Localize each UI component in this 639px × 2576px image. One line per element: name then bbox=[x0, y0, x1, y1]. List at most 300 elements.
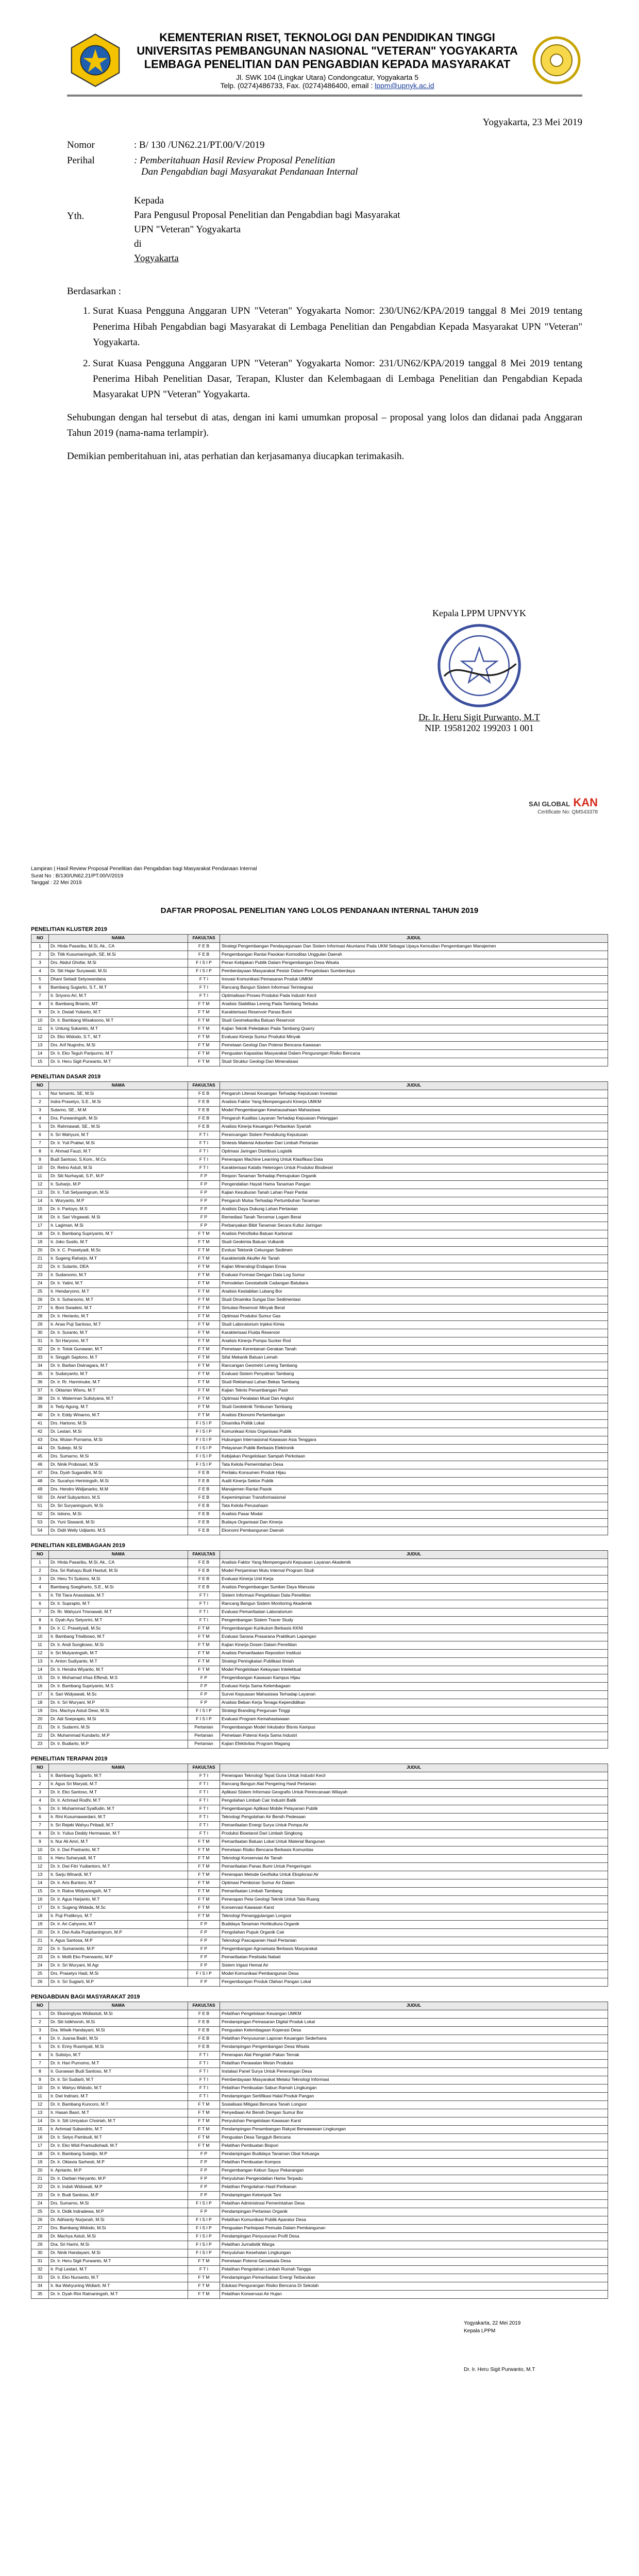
table-row bbox=[31, 1312, 608, 1320]
row-judul: Penerapan Teknologi Tepat Guna Untuk Industri Kecil bbox=[220, 1772, 608, 1780]
row-nama: Drs. Bambang Widodo, M.Si bbox=[49, 2224, 188, 2232]
row-fakultas: F T M bbox=[188, 1904, 220, 1912]
row-judul: Penguatan Kelembagaan Koperasi Desa bbox=[220, 2026, 608, 2035]
row-no: 35 bbox=[31, 1370, 49, 1378]
table-row bbox=[31, 1000, 608, 1008]
row-no: 18 bbox=[31, 2150, 49, 2158]
section-title: PENELITIAN KLUSTER 2019 bbox=[31, 926, 107, 933]
row-nama: Dr. Ir. Darban Haryanto, M.P bbox=[49, 2175, 188, 2183]
perihal-line-2: Dan Pengabdian bagi Masyarakat Pendanaan Internal bbox=[141, 166, 358, 177]
row-fakultas: F E B bbox=[188, 1527, 220, 1535]
row-nama: Drs. Hartono, M.Si bbox=[49, 1419, 188, 1428]
row-fakultas: Pertanian bbox=[188, 1740, 220, 1748]
table-row bbox=[31, 1205, 608, 1213]
row-fakultas: F T M bbox=[188, 1312, 220, 1320]
row-nama: Dr. Ir. Ari Cahyono, M.T bbox=[49, 1920, 188, 1928]
row-judul: Perbanyakan Bibit Tanaman Secara Kultur Jaringan bbox=[220, 1222, 608, 1230]
row-judul: Pendampingan Pemanfaatan Energi Terbarukan bbox=[220, 2274, 608, 2282]
row-nama: Dr. Ir. Dwiati Yulianto, M.T bbox=[49, 1008, 188, 1016]
table-row bbox=[31, 2010, 608, 2018]
row-nama: Dr. Lestari, M.Si bbox=[49, 1428, 188, 1436]
row-fakultas: F T M bbox=[188, 1263, 220, 1271]
row-nama: Ir. Ahmad Fauzi, M.T bbox=[49, 1147, 188, 1156]
row-no: 8 bbox=[31, 1000, 49, 1008]
row-nama: Dr. Subejo, M.Si bbox=[49, 1444, 188, 1452]
row-judul: Studi Reklamasi Lahan Bekas Tambang bbox=[220, 1378, 608, 1386]
row-no: 17 bbox=[31, 2142, 49, 2150]
table-row bbox=[31, 1624, 608, 1633]
row-no: 48 bbox=[31, 1477, 49, 1485]
row-judul: Optimasi Pemboran Sumur Air Dalam bbox=[220, 1879, 608, 1887]
attachment-sign-name: Dr. Ir. Heru Sigit Purwanto, M.T bbox=[464, 2366, 535, 2372]
row-judul: Analisis Faktor Yang Mempengaruhi Kinerja UMKM bbox=[220, 1098, 608, 1106]
row-judul: Pemetaan Kerentanan Gerakan Tanah bbox=[220, 1345, 608, 1353]
row-nama: Dr. Ir. Bambang Supriyanto, M.T bbox=[49, 1230, 188, 1238]
table-row bbox=[31, 1575, 608, 1583]
row-no: 21 bbox=[31, 2175, 49, 2183]
row-fakultas: F T M bbox=[188, 1329, 220, 1337]
row-judul: Pemetaan Geologi Dan Potensi Bencana Kawasan bbox=[220, 1041, 608, 1049]
table-row bbox=[31, 1444, 608, 1452]
row-nama: Ir. Titi Tiara Anasstasia, M.T bbox=[49, 1591, 188, 1600]
row-nama: Dr. Ir. Heru Sigit Purwanto, M.T bbox=[49, 2257, 188, 2265]
table-row bbox=[31, 2026, 608, 2035]
row-fakultas: F I S I P bbox=[188, 1452, 220, 1461]
cert-number: Certificate No: QMS43378 bbox=[537, 809, 598, 815]
row-nama: Ir. Achmad Subandrio, M.T bbox=[49, 2125, 188, 2133]
row-fakultas: F I S I P bbox=[188, 2224, 220, 2232]
table-row bbox=[31, 992, 608, 1000]
table-row bbox=[31, 1788, 608, 1797]
row-no: 20 bbox=[31, 1928, 49, 1937]
table-row bbox=[31, 1895, 608, 1904]
row-fakultas: F T I bbox=[188, 1772, 220, 1780]
col-nama-header: NAMA bbox=[49, 2002, 188, 2010]
table-row bbox=[31, 1928, 608, 1937]
table-row bbox=[31, 942, 608, 951]
row-fakultas: F T M bbox=[188, 1271, 220, 1279]
row-fakultas: F E B bbox=[188, 1123, 220, 1131]
row-no: 26 bbox=[31, 1978, 49, 1986]
row-judul: Pengembangan Kebun Sayur Pekarangan bbox=[220, 2166, 608, 2175]
row-nama: Dr. Ir. Hari Purnomo, M.T bbox=[49, 2059, 188, 2067]
row-fakultas: F E B bbox=[188, 1106, 220, 1114]
table-row bbox=[31, 1131, 608, 1139]
row-fakultas: F T I bbox=[188, 2092, 220, 2100]
row-judul: Strategi Peningkatan Publikasi Ilmiah bbox=[220, 1657, 608, 1666]
row-nama: Dr. Ekaningtyas Widiastuti, M.Si bbox=[49, 2010, 188, 2018]
row-no: 2 bbox=[31, 1567, 49, 1575]
col-nama-header: NAMA bbox=[49, 1764, 188, 1772]
table-row bbox=[31, 1139, 608, 1147]
row-no: 13 bbox=[31, 1189, 49, 1197]
row-no: 9 bbox=[31, 1838, 49, 1846]
table-row bbox=[31, 2216, 608, 2224]
table-row bbox=[31, 1707, 608, 1715]
table-row bbox=[31, 1337, 608, 1345]
table-row bbox=[31, 1114, 608, 1123]
table-header-row bbox=[31, 934, 608, 942]
row-no: 34 bbox=[31, 1362, 49, 1370]
table-row bbox=[31, 2133, 608, 2142]
row-fakultas: F T M bbox=[188, 1838, 220, 1846]
row-nama: Dr. Ir. Dwi Aulia Puspitaningrum, M.P bbox=[49, 1928, 188, 1937]
row-no: 21 bbox=[31, 1937, 49, 1945]
row-no: 34 bbox=[31, 2282, 49, 2290]
row-nama: Ir. Sulistyo, M.T bbox=[49, 2051, 188, 2059]
row-judul: Pelatihan Pembuatan Kompos bbox=[220, 2158, 608, 2166]
row-fakultas: F E B bbox=[188, 2026, 220, 2035]
row-fakultas: F T I bbox=[188, 1805, 220, 1813]
col-judul-header: JUDUL bbox=[220, 934, 608, 942]
row-fakultas: F T M bbox=[188, 1296, 220, 1304]
row-no: 4 bbox=[31, 1114, 49, 1123]
row-nama: Ir. Sudaryanto, M.T bbox=[49, 1370, 188, 1378]
row-nama: Dr. Adi Soeprapto, M.Si bbox=[49, 1715, 188, 1723]
row-judul: Pengembangan Sistem Tracer Study bbox=[220, 1616, 608, 1624]
row-no: 14 bbox=[31, 2117, 49, 2125]
row-no: 15 bbox=[31, 2125, 49, 2133]
row-fakultas: F T M bbox=[188, 1895, 220, 1904]
table-row bbox=[31, 1961, 608, 1970]
row-fakultas: F T M bbox=[188, 2274, 220, 2282]
nomor-value: : B/ 130 /UN62.21/PT.00/V/2019 bbox=[134, 140, 265, 150]
row-no: 7 bbox=[31, 1608, 49, 1616]
row-judul: Studi Laboratorium Injeksi Kimia bbox=[220, 1320, 608, 1329]
row-judul: Penguatan Partisipasi Pemuda Dalam Pembangunan bbox=[220, 2224, 608, 2232]
table-row bbox=[31, 1041, 608, 1049]
table-row bbox=[31, 1098, 608, 1106]
table-row bbox=[31, 1970, 608, 1978]
row-judul: Teknologi Pascapanen Hasil Pertanian bbox=[220, 1937, 608, 1945]
row-fakultas: F T I bbox=[188, 1147, 220, 1156]
row-nama: Ir. Sarju Winardi, M.T bbox=[49, 1871, 188, 1879]
row-judul: Studi Geomekanika Batuan Reservoir bbox=[220, 1016, 608, 1025]
row-nama: Ir. Puji Lestari, M.T bbox=[49, 2265, 188, 2274]
certification-mark bbox=[484, 796, 598, 815]
row-fakultas: F T M bbox=[188, 1395, 220, 1403]
table-row bbox=[31, 2199, 608, 2208]
table-row bbox=[31, 1871, 608, 1879]
row-fakultas: F E B bbox=[188, 1518, 220, 1527]
table-row bbox=[31, 1723, 608, 1732]
row-judul: Penyuluhan Kesehatan Lingkungan bbox=[220, 2249, 608, 2257]
row-fakultas: F P bbox=[188, 1699, 220, 1707]
row-no: 5 bbox=[31, 1591, 49, 1600]
table-row bbox=[31, 1164, 608, 1172]
row-fakultas: F E B bbox=[188, 1510, 220, 1518]
row-judul: Optimasi Produksi Sumur Gas bbox=[220, 1312, 608, 1320]
row-no: 6 bbox=[31, 1600, 49, 1608]
row-no: 26 bbox=[31, 1296, 49, 1304]
row-no: 50 bbox=[31, 1494, 49, 1502]
table-row bbox=[31, 2018, 608, 2026]
row-no: 25 bbox=[31, 1287, 49, 1296]
row-no: 49 bbox=[31, 1485, 49, 1494]
row-fakultas: F T M bbox=[188, 1641, 220, 1649]
institute-contact bbox=[124, 81, 531, 90]
row-nama: Dr. Rahmawati, SE., M.Si bbox=[49, 1123, 188, 1131]
table-row bbox=[31, 2241, 608, 2249]
row-judul: Analisis Kinerja Keuangan Perbankan Syariah bbox=[220, 1123, 608, 1131]
row-no: 22 bbox=[31, 2183, 49, 2191]
row-fakultas: F P bbox=[188, 2175, 220, 2183]
col-fakultas-header: FAKULTAS bbox=[188, 2002, 220, 2010]
row-judul: Pendampingan Pengembangan Desa Wisata bbox=[220, 2043, 608, 2051]
row-no: 12 bbox=[31, 1862, 49, 1871]
row-judul: Aplikasi Sistem Informasi Geografis Untuk Perencanaan Wilayah bbox=[220, 1788, 608, 1797]
row-judul: Manajemen Rantai Pasok bbox=[220, 1485, 608, 1494]
cert-brand-a: SAI GLOBAL bbox=[529, 800, 570, 808]
row-fakultas: F T M bbox=[188, 1041, 220, 1049]
row-judul: Evaluasi Kinerja Sumur Produksi Minyak bbox=[220, 1033, 608, 1041]
row-nama: Dr. Ir. Bambang Kuncoro, M.T bbox=[49, 2100, 188, 2109]
table-row bbox=[31, 2117, 608, 2125]
row-nama: Ir. Suharjo, M.P bbox=[49, 1180, 188, 1189]
row-fakultas: F P bbox=[188, 2166, 220, 2175]
official-stamp-icon bbox=[435, 622, 523, 709]
row-fakultas: F T M bbox=[188, 1058, 220, 1066]
row-judul: Produksi Bioetanol Dari Limbah Singkong bbox=[220, 1829, 608, 1838]
table-row bbox=[31, 1494, 608, 1502]
attachment-signature bbox=[464, 2319, 608, 2374]
row-judul: Tata Kelola Pemerintahan Desa bbox=[220, 1461, 608, 1469]
row-judul: Instalasi Panel Surya Untuk Penerangan Desa bbox=[220, 2067, 608, 2076]
proposal-table bbox=[31, 1081, 608, 1535]
row-fakultas: F T I bbox=[188, 984, 220, 992]
row-nama: Ir. Joko Susilo, M.T bbox=[49, 1238, 188, 1246]
perihal-line-1: : Pemberitahuan Hasil Review Proposal Penelitian bbox=[134, 155, 335, 166]
recipient-line-2: UPN "Veteran" Yogyakarta bbox=[134, 224, 241, 235]
row-judul: Model Komunikasi Pembangunan Desa bbox=[220, 1970, 608, 1978]
table-row bbox=[31, 2092, 608, 2100]
row-nama: Dr. Muhammad Kundarto, M.P bbox=[49, 1732, 188, 1740]
table-row bbox=[31, 1920, 608, 1928]
row-nama: Ir. Bambang Triwibowo, M.T bbox=[49, 1633, 188, 1641]
row-nama: Dr. Ir. Partoyo, M.S bbox=[49, 1205, 188, 1213]
table-row bbox=[31, 1419, 608, 1428]
row-fakultas: F E B bbox=[188, 2035, 220, 2043]
table-row bbox=[31, 1780, 608, 1788]
row-nama: Dr. Siti Hajar Suryawati, M.Si bbox=[49, 967, 188, 975]
row-fakultas: F P bbox=[188, 1205, 220, 1213]
row-nama: Drs. Machya Astuti Dewi, M.Si bbox=[49, 1707, 188, 1715]
row-no: 41 bbox=[31, 1419, 49, 1428]
row-judul: Pemodelan Geostatistik Cadangan Batubara bbox=[220, 1279, 608, 1287]
row-no: 16 bbox=[31, 1213, 49, 1222]
row-no: 5 bbox=[31, 1805, 49, 1813]
row-no: 29 bbox=[31, 2241, 49, 2249]
row-fakultas: F P bbox=[188, 1953, 220, 1961]
letter-page bbox=[0, 0, 639, 845]
row-no: 19 bbox=[31, 1238, 49, 1246]
row-no: 6 bbox=[31, 2051, 49, 2059]
table-header-row bbox=[31, 1764, 608, 1772]
row-no: 3 bbox=[31, 1106, 49, 1114]
table-row bbox=[31, 1362, 608, 1370]
row-judul: Hubungan Internasional Kawasan Asia Tenggara bbox=[220, 1436, 608, 1444]
row-judul: Pelatihan Perawatan Mesin Produksi bbox=[220, 2059, 608, 2067]
row-nama: Drs. Arif Nugroho, M.Si bbox=[49, 1041, 188, 1049]
row-judul: Konservasi Kawasan Karst bbox=[220, 1904, 608, 1912]
row-fakultas: F T M bbox=[188, 1862, 220, 1871]
table-row bbox=[31, 1428, 608, 1436]
row-judul: Strategi Pengembangan Pendayagunaan Dan Sistem Informasi Akuntansi Pada UKM Sebagai Upaya Kemudian Pengembangan Manajemen bbox=[220, 942, 608, 951]
attachment-letter-no: Surat No : B/130/UN62.21/PT.00/V/2019 bbox=[31, 873, 123, 879]
basis-item-1: 1. Surat Kuasa Pengguna Anggaran UPN "Veteran" Yogyakarta Nomor: 230/UN62/KPA/2019 tanggal 8 Mei 2019 tentang Penerima Hibah Pengabdian bagi Masyarakat di Lembaga Penelitian dan Pengabdian Kepada Masyarakat UPN "Veteran" Yogyakarta. bbox=[93, 303, 582, 350]
row-no: 5 bbox=[31, 1123, 49, 1131]
row-judul: Rancang Bangun Sistem Monitoring Akademik bbox=[220, 1600, 608, 1608]
row-nama: Ir. Rini Kusumawardani, M.T bbox=[49, 1813, 188, 1821]
row-fakultas: F I S I P bbox=[188, 1461, 220, 1469]
table-row bbox=[31, 2274, 608, 2282]
row-judul: Kajian Kesuburan Tanah Lahan Pasir Pantai bbox=[220, 1189, 608, 1197]
row-no: 14 bbox=[31, 1197, 49, 1205]
table-row bbox=[31, 1353, 608, 1362]
col-nama-header: NAMA bbox=[49, 1081, 188, 1090]
row-nama: Ir. Untung Sukamto, M.T bbox=[49, 1025, 188, 1033]
row-no: 23 bbox=[31, 2191, 49, 2199]
proposal-table bbox=[31, 934, 608, 1066]
table-row bbox=[31, 1123, 608, 1131]
email-link[interactable]: lppm@upnyk.ac.id bbox=[375, 81, 434, 90]
row-fakultas: F T I bbox=[188, 1591, 220, 1600]
row-judul: Pelatihan Jurnalistik Warga bbox=[220, 2241, 608, 2249]
row-judul: Pendampingan Budidaya Tanaman Obat Keluarga bbox=[220, 2150, 608, 2158]
row-fakultas: F E B bbox=[188, 1583, 220, 1591]
row-fakultas: F T M bbox=[188, 2109, 220, 2117]
row-nama: Ir. Gunawan Budi Santoso, M.T bbox=[49, 2067, 188, 2076]
section-title: PENELITIAN TERAPAN 2019 bbox=[31, 1755, 108, 1762]
table-row bbox=[31, 1271, 608, 1279]
row-fakultas: F E B bbox=[188, 2043, 220, 2051]
row-nama: Dr. Ir. Waterman Sulistyana, M.T bbox=[49, 1395, 188, 1403]
row-nama: Dr. Ir. Sutanto, DEA bbox=[49, 1263, 188, 1271]
row-fakultas: F P bbox=[188, 1180, 220, 1189]
row-judul: Analisis Pengembangan Sumber Daya Manusia bbox=[220, 1583, 608, 1591]
table-row bbox=[31, 1912, 608, 1920]
table-row bbox=[31, 1641, 608, 1649]
row-nama: Drs. Abdul Ghofar, M.Si bbox=[49, 959, 188, 967]
table-row bbox=[31, 1682, 608, 1690]
table-header-row bbox=[31, 2002, 608, 2010]
row-no: 13 bbox=[31, 1657, 49, 1666]
table-row bbox=[31, 1395, 608, 1403]
row-judul: Karakterisasi Fluida Reservoir bbox=[220, 1329, 608, 1337]
basis-list bbox=[67, 303, 582, 402]
row-judul: Teknologi Pengolahan Air Bersih Pedesaan bbox=[220, 1813, 608, 1821]
row-judul: Evaluasi Kinerja Unit Kerja bbox=[220, 1575, 608, 1583]
recipient-city: Yogyakarta bbox=[134, 253, 179, 264]
row-nama: Dr. Ir. Eko Nursanto, M.T bbox=[49, 2274, 188, 2282]
row-judul: Perancangan Sistem Pendukung Keputusan bbox=[220, 1131, 608, 1139]
row-no: 11 bbox=[31, 1025, 49, 1033]
row-no: 5 bbox=[31, 975, 49, 984]
table-row bbox=[31, 2290, 608, 2298]
row-nama: Dr. Ir. Yulius Deddy Hermawan, M.T bbox=[49, 1829, 188, 1838]
row-nama: Dr. Eko Widodo, S.T., M.T bbox=[49, 1033, 188, 1041]
row-nama: Dr. Ir. Suprapto, M.T bbox=[49, 1600, 188, 1608]
row-fakultas: F T I bbox=[188, 1139, 220, 1147]
row-no: 11 bbox=[31, 1854, 49, 1862]
row-no: 15 bbox=[31, 1058, 49, 1066]
table-row bbox=[31, 1649, 608, 1657]
row-nama: Dr. Ir. Heru Sigit Purwanto, M.T bbox=[49, 1058, 188, 1066]
recipient-line-1: Para Pengusul Proposal Penelitian dan Pengabdian bagi Masyarakat bbox=[134, 210, 400, 221]
row-fakultas: F T M bbox=[188, 1887, 220, 1895]
row-no: 14 bbox=[31, 1666, 49, 1674]
row-judul: Pemanfaatan Energi Surya Untuk Pompa Air bbox=[220, 1821, 608, 1829]
row-fakultas: F T I bbox=[188, 1156, 220, 1164]
row-nama: Dr. Ir. Bambang Supriyanto, M.S bbox=[49, 1682, 188, 1690]
row-no: 24 bbox=[31, 1961, 49, 1970]
row-fakultas: F T I bbox=[188, 1131, 220, 1139]
row-judul: Karakterisasi Katalis Heterogen Untuk Produksi Biodiesel bbox=[220, 1164, 608, 1172]
row-fakultas: F E B bbox=[188, 1494, 220, 1502]
row-no: 31 bbox=[31, 1337, 49, 1345]
table-row bbox=[31, 1049, 608, 1058]
row-no: 11 bbox=[31, 1172, 49, 1180]
row-judul: Kebijakan Pengelolaan Sampah Perkotaan bbox=[220, 1452, 608, 1461]
row-fakultas: F T M bbox=[188, 1049, 220, 1058]
row-fakultas: F P bbox=[188, 1920, 220, 1928]
row-no: 2 bbox=[31, 1098, 49, 1106]
row-fakultas: F T I bbox=[188, 1600, 220, 1608]
col-nama-header: NAMA bbox=[49, 934, 188, 942]
row-fakultas: F T I bbox=[188, 2059, 220, 2067]
row-nama: Dr. Ir. Sri Sugiarti, M.P bbox=[49, 1978, 188, 1986]
row-fakultas: F T M bbox=[188, 2133, 220, 2142]
row-no: 19 bbox=[31, 2158, 49, 2166]
institute-name: LEMBAGA PENELITIAN DAN PENGABDIAN KEPADA MASYARAKAT bbox=[144, 58, 511, 71]
row-no: 19 bbox=[31, 1707, 49, 1715]
row-nama: Drs. Sumarno, M.Si bbox=[49, 2199, 188, 2208]
row-nama: Dr. Ir. Muhammad Syaifudin, M.T bbox=[49, 1805, 188, 1813]
table-row bbox=[31, 2059, 608, 2067]
row-judul: Pelatihan Penyusunan Laporan Keuangan Sederhana bbox=[220, 2035, 608, 2043]
row-fakultas: F T M bbox=[188, 1287, 220, 1296]
row-judul: Pengaruh Mulsa Terhadap Pertumbuhan Tanaman bbox=[220, 1197, 608, 1205]
row-no: 25 bbox=[31, 1970, 49, 1978]
table-row bbox=[31, 1797, 608, 1805]
row-nama: Dra. Purwaningsih, M.Si bbox=[49, 1114, 188, 1123]
row-judul: Rancang Bangun Alat Pengering Hasil Pertanian bbox=[220, 1780, 608, 1788]
row-nama: Dr. Ir. Dyah Rini Ratnaningsih, M.T bbox=[49, 2290, 188, 2298]
table-row bbox=[31, 1699, 608, 1707]
row-nama: Dr. Ir. Hendra Wiyanto, M.T bbox=[49, 1666, 188, 1674]
row-no: 6 bbox=[31, 1813, 49, 1821]
row-fakultas: F T M bbox=[188, 2117, 220, 2125]
row-nama: Dr. Hirda Pasaribu, M.Si, Ak., CA bbox=[49, 942, 188, 951]
row-judul: Pelatihan Komunikasi Publik Aparatur Desa bbox=[220, 2216, 608, 2224]
table-row bbox=[31, 1657, 608, 1666]
proposal-table bbox=[31, 2002, 608, 2299]
row-no: 47 bbox=[31, 1469, 49, 1477]
row-nama: Dr. Ir. Eko Widi Pramudiohadi, M.T bbox=[49, 2142, 188, 2150]
row-judul: Rancangan Geometri Lereng Tambang bbox=[220, 1362, 608, 1370]
row-judul: Studi Geokimia Batuan Vulkanik bbox=[220, 1238, 608, 1246]
row-no: 39 bbox=[31, 1403, 49, 1411]
row-judul: Evaluasi Kerja Sama Kelembagaan bbox=[220, 1682, 608, 1690]
table-row bbox=[31, 1255, 608, 1263]
row-no: 16 bbox=[31, 2133, 49, 2142]
row-fakultas: F E B bbox=[188, 1567, 220, 1575]
row-judul: Analisis Beban Kerja Tenaga Kependidikan bbox=[220, 1699, 608, 1707]
row-no: 2 bbox=[31, 1780, 49, 1788]
row-judul: Penerapan Metode Geofisika Untuk Eksplorasi Air bbox=[220, 1871, 608, 1879]
section-title: PENELITIAN DASAR 2019 bbox=[31, 1073, 101, 1080]
row-fakultas: F I S I P bbox=[188, 967, 220, 975]
